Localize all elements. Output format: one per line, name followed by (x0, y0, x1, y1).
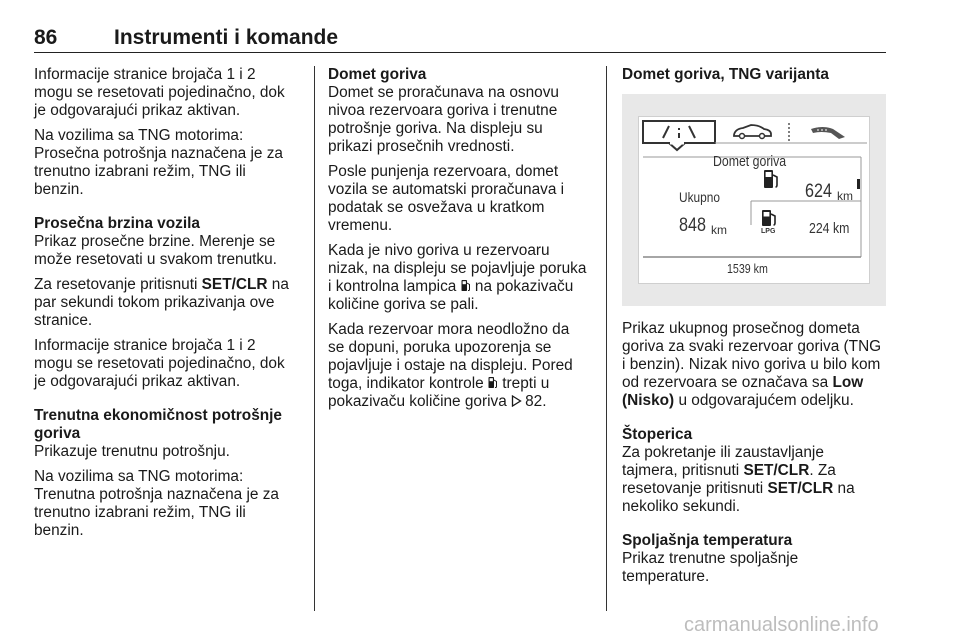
display-title: Domet goriva (713, 153, 787, 170)
text-line (328, 278, 600, 296)
watermark: carmanualsonline.info (684, 614, 879, 636)
text-run: u odgovarajućem odeljku. (674, 392, 854, 409)
section-heading: Prosečna brzina vozila (34, 215, 200, 232)
text-run: toga, indikator kontrole (328, 375, 488, 392)
text-line: nizak, na displeju se pojavljuje poruka (328, 260, 587, 277)
page-number: 86 (34, 26, 58, 49)
text-line: vozila se automatski proračunava i (328, 181, 565, 198)
text-line (328, 375, 600, 393)
total-unit: km (837, 189, 853, 203)
text-line: prikazi prosečnih vrednosti. (328, 138, 515, 155)
text-run: resetovanje pritisnuti (622, 480, 768, 497)
paragraph (622, 320, 888, 410)
display-screen (638, 116, 870, 284)
fuel-pump-icon (763, 169, 779, 189)
petrol-range-value: 848 (679, 215, 706, 236)
low-label-translation: (Nisko) (622, 392, 675, 409)
lpg-range-value: 224 km (809, 220, 850, 237)
total-range-bottom: 1539 km (727, 261, 768, 276)
text-line: goriva za svaki rezervoar goriva (TNG (622, 338, 882, 355)
text-line: Prikaz prosečne brzine. Merenje se (34, 233, 276, 250)
fuel-pump-icon (761, 209, 777, 229)
column-1 (34, 66, 304, 547)
paragraph (34, 337, 304, 391)
text-line: je odgovarajući prikaz aktivan. (34, 373, 241, 390)
button-name: SET/CLR (743, 462, 810, 479)
section-heading: Štoperica (622, 426, 693, 443)
text-line: mogu se resetovati pojedinačno, dok (34, 355, 285, 372)
section-block (34, 215, 304, 269)
text-line: Na vozilima sa TNG motorima: (34, 468, 244, 485)
text-line: Posle punjenja rezervoara, domet (328, 163, 559, 180)
text-line (622, 462, 888, 480)
text-line: Informacije stranice brojača 1 i 2 (34, 337, 256, 354)
column-divider-1 (314, 66, 315, 611)
text-line: benzin. (34, 522, 84, 539)
triangle-ref-icon[interactable] (511, 395, 522, 407)
text-line: trenutno izabrani režim, TNG ili (34, 163, 246, 180)
text-run: tajmera, pritisnuti (622, 462, 744, 479)
section-heading: Domet goriva, TNG varijanta (622, 66, 829, 83)
text-line: Za pokretanje ili zaustavljanje (622, 444, 824, 461)
section-block (34, 407, 304, 461)
page-reference-link[interactable]: 82. (525, 393, 547, 410)
text-run: na (833, 480, 855, 497)
total-value: 624 (805, 181, 832, 202)
lpg-label: LPG (761, 228, 776, 235)
text-line: Informacije stranice brojača 1 i 2 (34, 66, 256, 83)
text-line: stranice. (34, 312, 93, 329)
petrol-range-unit: km (711, 223, 727, 237)
paragraph (34, 127, 304, 199)
text-line: Prikazuje trenutnu potrošnju. (34, 443, 230, 460)
text-line: vremenu. (328, 217, 393, 234)
text-line (622, 480, 888, 498)
fuel-range-display-figure (622, 94, 886, 306)
text-line: mogu se resetovati pojedinačno, dok (34, 84, 285, 101)
button-name: SET/CLR (767, 480, 834, 497)
text-line: nivoa rezervoara goriva i trenutne (328, 102, 558, 119)
section-heading: Trenutna ekonomičnost potrošnje (34, 407, 282, 424)
text-line: Domet se proračunava na osnovu (328, 84, 559, 101)
section-heading: Domet goriva (328, 66, 427, 83)
text-line: količine goriva se pali. (328, 296, 479, 313)
paragraph (328, 242, 600, 314)
button-name: SET/CLR (201, 276, 268, 293)
text-line: i benzin). Nizak nivo goriva u bilo kom (622, 356, 881, 373)
text-line: Prikaz trenutne spoljašnje (622, 550, 799, 567)
text-line: par sekundi tokom prikazivanja ove (34, 294, 275, 311)
text-line: se dopuni, poruka upozorenja se (328, 339, 552, 356)
paragraph (328, 321, 600, 411)
text-run: trepti u (498, 375, 550, 392)
text-run: Za resetovanje pritisnuti (34, 276, 202, 293)
paragraph (34, 66, 304, 120)
text-line: je odgovarajući prikaz aktivan. (34, 102, 241, 119)
paragraph (328, 163, 600, 235)
text-line: Prosečna potrošnja naznačena je za (34, 145, 283, 162)
paragraph (34, 468, 304, 540)
text-line (622, 374, 888, 392)
low-label: Low (832, 374, 864, 391)
text-line: Na vozilima sa TNG motorima: (34, 127, 244, 144)
text-line: trenutno izabrani režim, TNG ili (34, 504, 246, 521)
text-line (328, 393, 600, 411)
section-block (622, 426, 888, 516)
text-line: Kada rezervoar mora neodložno da (328, 321, 570, 338)
text-line: pojavljuje i ostaje na displeju. Pored (328, 357, 573, 374)
section-block (622, 532, 888, 586)
text-line: nekoliko sekundi. (622, 498, 741, 515)
fuel-pump-icon (461, 279, 471, 292)
car-icon (731, 123, 773, 141)
text-run: i kontrolna lampica (328, 278, 461, 295)
page-title: Instrumenti i komande (114, 26, 339, 49)
section-block (328, 66, 600, 156)
text-line: podatak se osvežava u kratkom (328, 199, 545, 216)
text-run: pokazivaču količine goriva (328, 393, 512, 410)
text-line: Prikaz ukupnog prosečnog dometa (622, 320, 860, 337)
text-line (622, 392, 888, 410)
text-line: može resetovati u svakom trenutku. (34, 251, 277, 268)
text-line: potrošnje goriva. Na displeju su (328, 120, 543, 137)
text-line: Kada je nivo goriva u rezervoaru (328, 242, 550, 259)
fuel-pump-icon (488, 376, 498, 389)
text-run: . Za (809, 462, 836, 479)
road-icon (809, 123, 849, 141)
column-2 (328, 66, 600, 418)
column-divider-2 (606, 66, 607, 611)
paragraph (34, 276, 304, 330)
page-header (34, 26, 886, 54)
section-heading: Spoljašnja temperatura (622, 532, 793, 549)
column-3 (622, 66, 888, 84)
text-run: na pokazivaču (470, 278, 574, 295)
total-label: Ukupno (679, 189, 721, 205)
text-run: na (267, 276, 289, 293)
trip-icon (659, 124, 699, 140)
text-line (34, 276, 304, 294)
header-divider (34, 52, 886, 53)
text-line: Trenutna potrošnja naznačena je za (34, 486, 279, 503)
section-heading: goriva (34, 425, 81, 442)
text-run: od rezervoara se označava sa (622, 374, 833, 391)
text-line: benzin. (34, 181, 84, 198)
text-line: temperature. (622, 568, 710, 585)
column-3-body (622, 320, 888, 593)
